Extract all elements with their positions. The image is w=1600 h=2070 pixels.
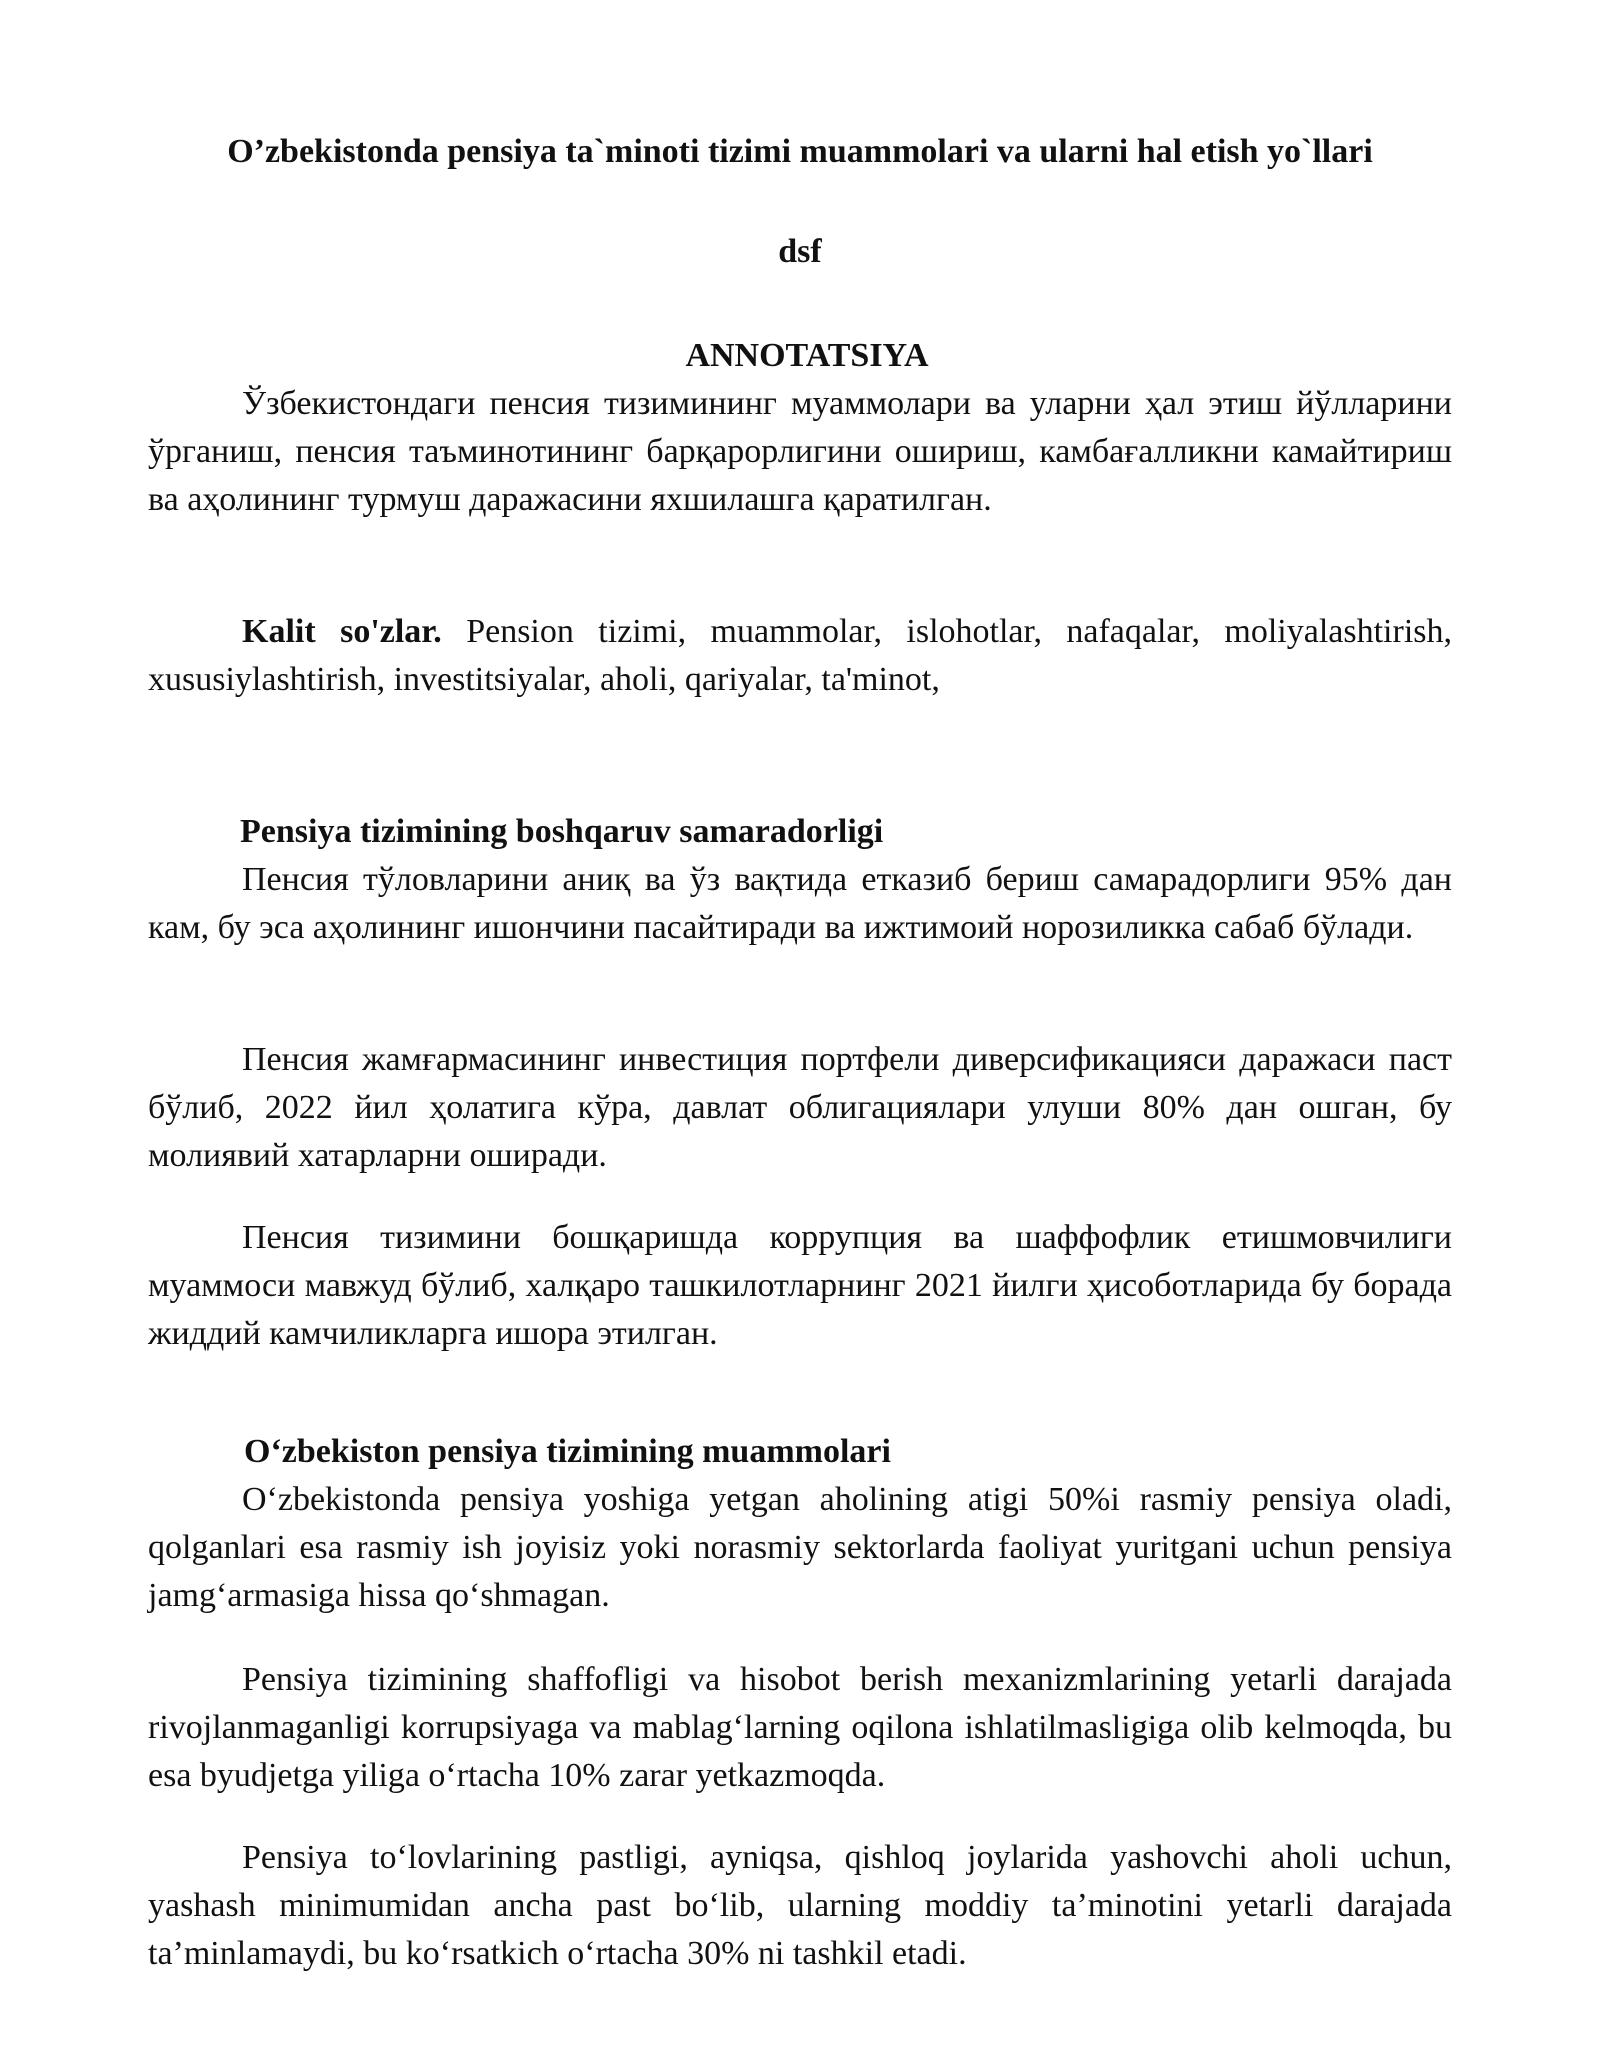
document-author: dsf <box>778 233 822 270</box>
keywords-paragraph <box>148 608 1452 704</box>
problems-paragraph-3: Pensiya to‘lovlarining pastligi, ayniqsa, qishloq joylarida yashovchi aholi uchun, yashash minimumidan ancha past bo‘lib, ularning moddiy ta’minotini yetarli darajada ta’minlamaydi, bu ko‘rsatkich o‘rtacha 30% ni tashkil etadi. <box>148 1839 1452 1972</box>
problems-paragraph-1: O‘zbekistonda pensiya yoshiga yetgan aholining atigi 50%i rasmiy pensiya oladi, qolganlari esa rasmiy ish joyisiz yoki norasmiy sektorlarda faoliyat yuritgani uchun pensiya jamg‘armasiga hissa qo‘shmagan. <box>148 1481 1452 1614</box>
governance-paragraph-2: Пенсия жамғармасининг инвестиция портфели диверсификацияси даражаси паст бўлиб, 2022 йил ҳолатига кўра, давлат облигациялари улуши 80% дан ошган, бу молиявий хатарларни оширади. <box>148 1041 1452 1174</box>
document-title: O’zbekistonda pensiya ta`minoti tizimi muammolari va ularni hal etish yo`llari <box>227 133 1373 170</box>
problems-paragraph-2: Pensiya tizimining shaffofligi va hisobot berish mexanizmlarining yetarli darajada rivojlanmaganligi korrupsiyaga va mablag‘larning oqilona ishlatilmasligiga olib kelmoqda, bu esa byudjetga yiliga o‘rtacha 10% zarar yetkazmoqda. <box>148 1661 1452 1794</box>
keywords-label: Kalit so'zlar. <box>242 613 442 650</box>
document-page <box>148 0 1452 2070</box>
annotation-paragraph: Ўзбекистондаги пенсия тизимининг муаммолари ва уларни ҳал этиш йўлларини ўрганиш, пенсия таъминотининг барқарорлигини ошириш, камбағалликни камайтириш ва аҳолининг турмуш даражасини яхшилашга қаратилган. <box>148 385 1452 518</box>
annotation-heading: ANNOTATSIYA <box>685 337 929 374</box>
section-heading-problems: O‘zbekiston pensiya tizimining muammolari <box>244 1433 891 1470</box>
section-heading-governance: Pensiya tizimining boshqaruv samaradorligi <box>240 813 884 850</box>
keywords-text: Pension tizimi, muammolar, islohotlar, nafaqalar, moliyalashtirish, xususiylashtirish, investitsiyalar, aholi, qariyalar, ta'minot, <box>148 613 1452 698</box>
governance-paragraph-1: Пенсия тўловларини аниқ ва ўз вақтида етказиб бериш самарадорлиги 95% дан кам, бу эса аҳолининг ишончини пасайтиради ва ижтимоий норозиликка сабаб бўлади. <box>148 861 1452 946</box>
governance-paragraph-3: Пенсия тизимини бошқаришда коррупция ва шаффофлик етишмовчилиги муаммоси мавжуд бўлиб, халқаро ташкилотларнинг 2021 йилги ҳисоботларида бу борада жиддий камчиликларга ишора этилган. <box>148 1219 1452 1352</box>
